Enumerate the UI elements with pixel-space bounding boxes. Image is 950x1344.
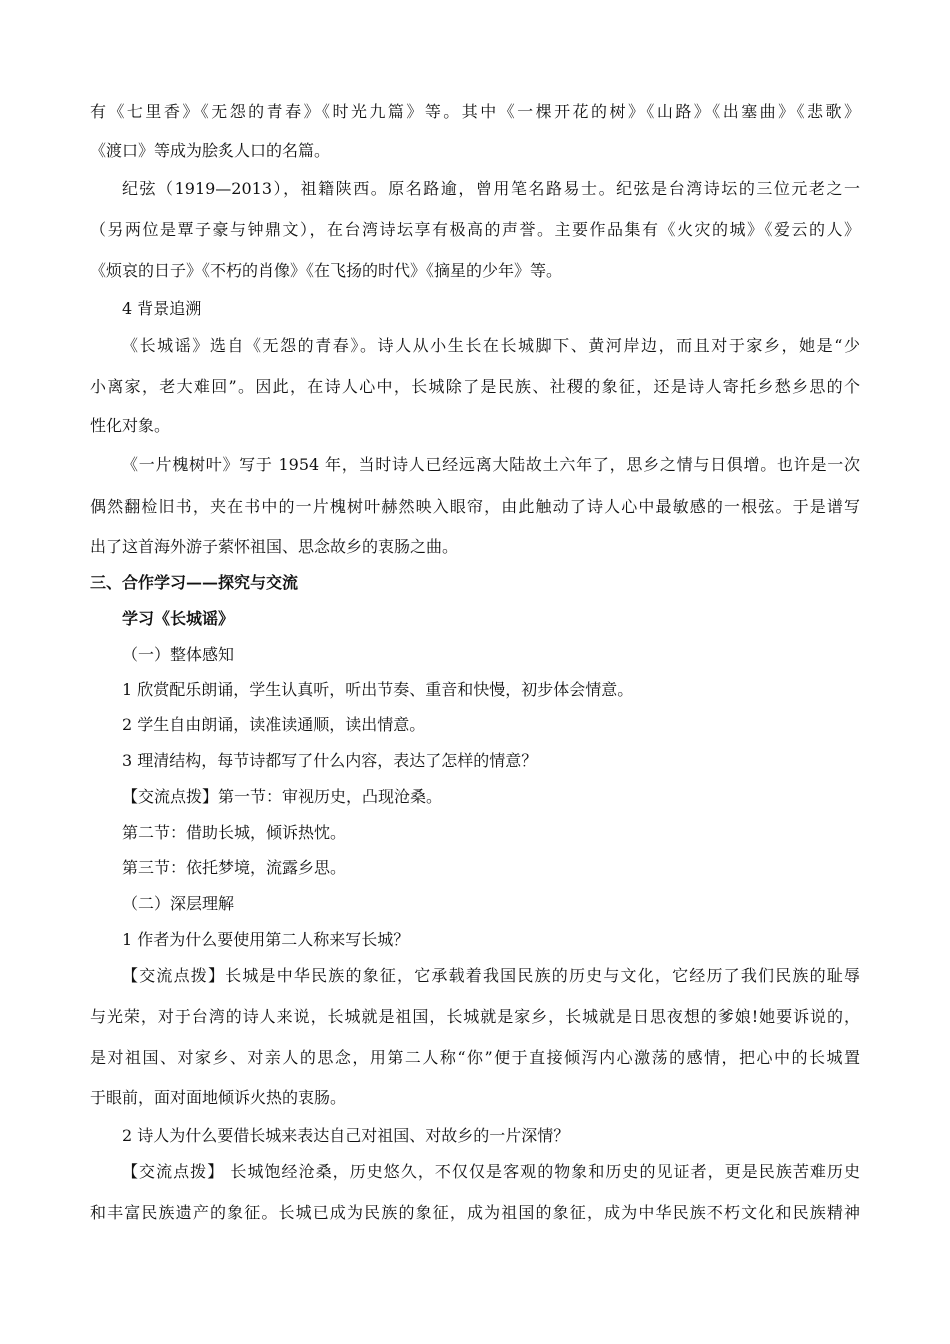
paragraph-line: 于眼前，面对面地倾诉火热的衷肠。 <box>90 1088 347 1107</box>
paragraph-line: 【交流点拨】 长城饱经沧桑，历史悠久，不仅仅是客观的物象和历史的见证者，更是民族苦难历史 <box>122 1162 860 1181</box>
paragraph-line: 与光荣，对于台湾的诗人来说，长城就是祖国，长城就是家乡，长城就是日思夜想的爹娘!她要诉说的， <box>90 1007 860 1026</box>
paragraph-line: 《一片槐树叶》写于 1954 年，当时诗人已经远离大陆故土六年了，思乡之情与日俱增。也许是一次 <box>122 455 860 474</box>
paragraph-line: 《渡口》等成为脍炙人口的名篇。 <box>90 141 331 160</box>
paragraph-line: 《长城谣》选自《无怨的青春》。诗人从小生长在长城脚下、黄河岸边，而且对于家乡，她是“少 <box>122 336 860 355</box>
paragraph-line: 【交流点拨】长城是中华民族的象征，它承载着我国民族的历史与文化，它经历了我们民族的耻辱 <box>122 966 860 985</box>
paragraph-line: 出了这首海外游子萦怀祖国、思念故乡的衷肠之曲。 <box>90 537 459 556</box>
list-item: 2 学生自由朗诵，读准读通顺，读出情意。 <box>122 715 426 734</box>
paragraph-line: 纪弦（1919—2013），祖籍陕西。原名路逾，曾用笔名路易士。纪弦是台湾诗坛的三位元老之一 <box>122 179 860 198</box>
question-line: 1 作者为什么要使用第二人称来写长城？ <box>122 930 410 949</box>
subsection-heading: （二）深层理解 <box>122 894 235 913</box>
paragraph-line: 偶然翻检旧书，夹在书中的一片槐树叶赫然映入眼帘，由此触动了诗人心中最敏感的一根弦。于是谱写 <box>90 497 860 516</box>
answer-line: 第三节：依托梦境，流露乡思。 <box>122 858 347 877</box>
paragraph-line: 小离家，老大难回”。因此，在诗人心中，长城除了是民族、社稷的象征，还是诗人寄托乡愁乡思的个 <box>90 377 860 396</box>
paragraph-line: 和丰富民族遗产的象征。长城已成为民族的象征，成为祖国的象征，成为中华民族不朽文化和民族精神 <box>90 1203 860 1222</box>
section-title: 三、合作学习——探究与交流 <box>90 573 299 592</box>
section-heading: 4 背景追溯 <box>122 299 202 318</box>
subsection-title: 学习《长城谣》 <box>122 609 235 628</box>
question-line: 2 诗人为什么要借长城来表达自己对祖国、对故乡的一片深情？ <box>122 1126 570 1145</box>
answer-line: 第二节：借助长城，倾诉热忱。 <box>122 823 347 842</box>
list-item: 3 理清结构，每节诗都写了什么内容，表达了怎样的情意？ <box>122 751 538 770</box>
paragraph-line: 是对祖国、对家乡、对亲人的思念，用第二人称“你”便于直接倾泻内心激荡的感情，把心中的长城置 <box>90 1048 860 1067</box>
subsection-heading: （一）整体感知 <box>122 645 235 664</box>
paragraph-line: 性化对象。 <box>90 416 171 435</box>
paragraph-line: （另两位是覃子豪与钟鼎文），在台湾诗坛享有极高的声誉。主要作品集有《火灾的城》《爱云的人》 <box>90 220 860 239</box>
list-item: 1 欣赏配乐朗诵，学生认真听，听出节奏、重音和快慢，初步体会情意。 <box>122 680 634 699</box>
paragraph-line: 有《七里香》《无怨的青春》《时光九篇》等。其中《一棵开花的树》《山路》《出塞曲》《悲歌》 <box>90 102 860 121</box>
answer-line: 【交流点拨】第一节：审视历史，凸现沧桑。 <box>122 787 443 806</box>
paragraph-line: 《烦哀的日子》《不朽的肖像》《在飞扬的时代》《摘星的少年》等。 <box>90 261 563 280</box>
